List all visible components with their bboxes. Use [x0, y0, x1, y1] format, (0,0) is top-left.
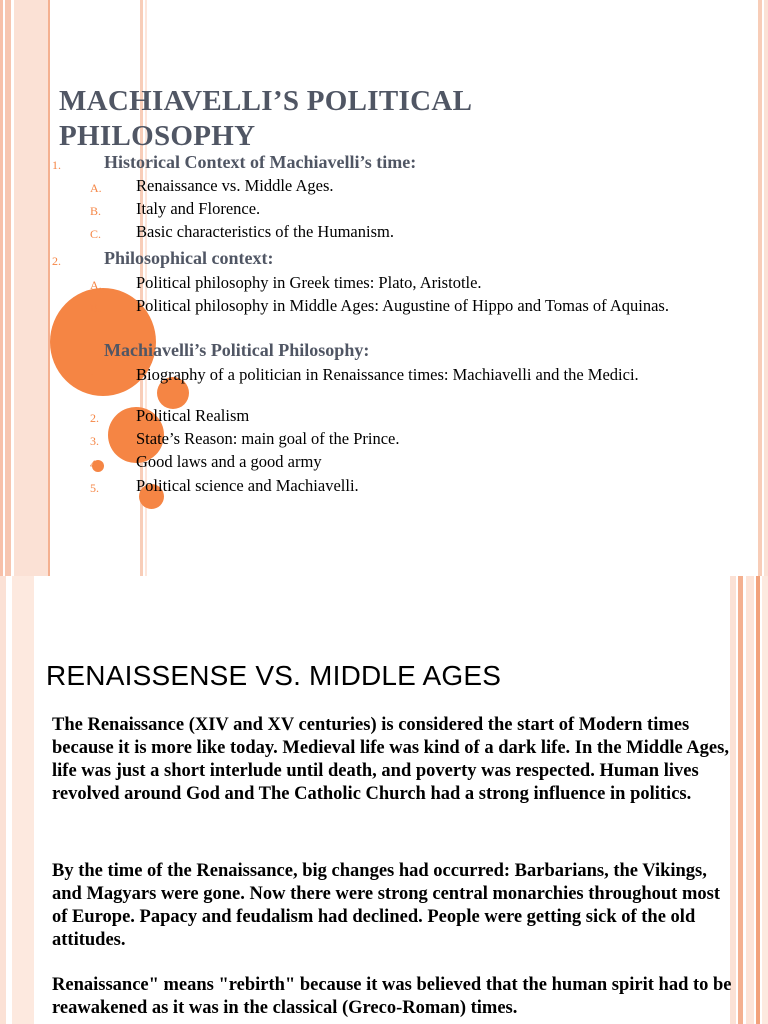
decor-stripe: [746, 576, 754, 1024]
list-item: Biography of a politician in Renaissance times: Machiavelli and the Medici.: [136, 365, 639, 384]
item-number: B.: [90, 301, 102, 315]
item-number: 2.: [90, 411, 99, 425]
slide-2: [0, 576, 768, 1024]
decor-stripe: [762, 576, 768, 1024]
list-item: Italy and Florence.: [136, 199, 261, 218]
slide-title: RENAISSENSE VS. MIDDLE AGES: [46, 660, 502, 691]
decor-stripe: [738, 576, 743, 1024]
item-number: 4.: [90, 457, 99, 471]
paragraph: The Renaissance (XIV and XV centuries) is considered the start of Modern times because it is more like today. Medieval life was kind of a dark life. In the Middle Ages, life was just a short interlude until death, and poverty was respected. Human lives revolved around God and The Catholic Church had a strong influence in politics.: [52, 715, 729, 804]
decor-stripe: [12, 576, 34, 1024]
section-heading: Philosophical context:: [104, 248, 274, 268]
item-number: B.: [90, 204, 102, 218]
slide-title: MACHIAVELLI’S POLITICAL PHILOSOPHY: [59, 85, 471, 152]
decor-stripe: [758, 0, 762, 576]
section-heading: Historical Context of Machiavelli’s time:: [104, 152, 417, 172]
list-item: State’s Reason: main goal of the Prince.: [136, 429, 400, 448]
section-heading: Machiavelli’s Political Philosophy:: [104, 340, 370, 360]
list-item: Political Realism: [136, 406, 250, 425]
decor-stripe: [0, 0, 3, 576]
list-item: Good laws and a good army: [136, 452, 322, 471]
decor-stripe: [0, 576, 6, 1024]
list-item: Basic characteristics of the Humanism.: [136, 222, 394, 241]
list-item: Political philosophy in Greek times: Plato, Aristotle.: [136, 273, 482, 292]
paragraph: By the time of the Renaissance, big changes had occurred: Barbarians, the Vikings, and Magyars were gone. Now there were strong central monarchies throughout most of Europe. Papacy and feudalism had declined. People were getting sick of the old attitudes.: [52, 861, 720, 950]
section-number: 2.: [52, 254, 61, 268]
list-item: Renaissance vs. Middle Ages.: [136, 176, 334, 195]
section-number: 3.: [52, 347, 61, 361]
decor-stripe: [764, 0, 768, 576]
section-number: 1.: [52, 158, 61, 172]
decor-stripe: [14, 0, 48, 576]
decor-stripe: [756, 576, 760, 1024]
list-item: Political science and Machiavelli.: [136, 476, 359, 495]
item-number: C.: [90, 227, 102, 241]
item-number: 5.: [90, 481, 99, 495]
decor-stripe: [48, 0, 50, 576]
list-item: Political philosophy in Middle Ages: Augustine of Hippo and Tomas of Aquinas.: [136, 296, 669, 315]
item-number: A.: [90, 278, 102, 292]
item-number: 3.: [90, 434, 99, 448]
item-number: A.: [90, 181, 102, 195]
paragraph: Renaissance" means "rebirth" because it was believed that the human spirit had to be reawakened as it was in the classical (Greco-Roman) times.: [52, 975, 732, 1018]
item-number: 1.: [90, 370, 99, 384]
decor-stripe: [5, 0, 11, 576]
